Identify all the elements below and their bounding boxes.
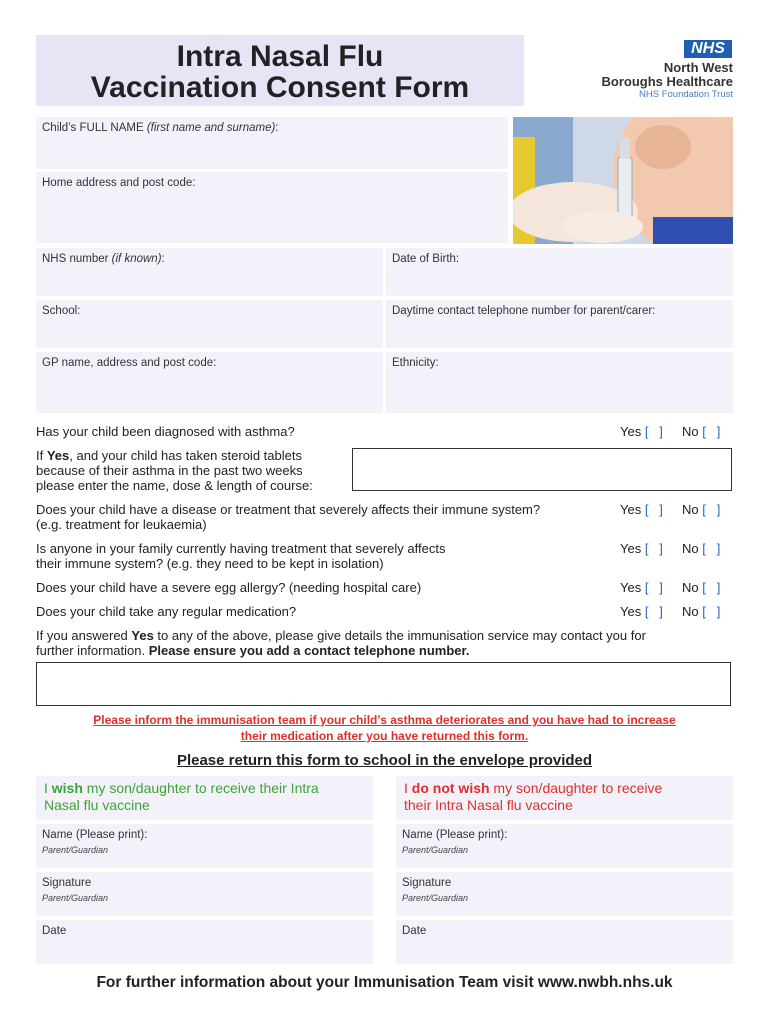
nhs-number-hint: (if known) [111,253,162,265]
ethnicity-label: Ethnicity: [392,357,439,369]
daytime-phone-field[interactable] [386,300,733,348]
details-input[interactable] [36,662,731,706]
asthma-yes-option[interactable]: Yes [ ] [620,424,663,439]
vaccination-photo [513,117,733,244]
details-instruction: If you answered Yes to any of the above, please give details the immunisation service may contact you for further information. Please ensure you add a contact telephone number. [36,628,646,658]
child-name-field[interactable]: Child’s FULL NAME (first name and surname): [36,117,508,169]
asthma-warning-note: Please inform the immunisation team if your child’s asthma deteriorates and you have had to increase their medication after you have returned this form. [93,713,676,743]
vaccination-photo-art [513,117,733,244]
immune-no-option[interactable]: No [ ] [682,502,721,517]
family-no-option[interactable]: No [ ] [682,541,721,556]
nhs-number-field[interactable]: NHS number (if known): [36,248,383,296]
medication-yes-option[interactable]: Yes [ ] [620,604,663,619]
notwish-date-field[interactable]: Date [396,920,733,964]
wish-date-field[interactable]: Date [36,920,373,964]
immune-yes-option[interactable]: Yes [ ] [620,502,663,517]
trust-name-line-3: NHS Foundation Trust [639,89,733,100]
medication-question: Does your child take any regular medication? [36,604,297,619]
gp-field[interactable] [36,352,383,413]
trust-name-line-1: North West [663,60,733,75]
trust-name-line-2: Boroughs Healthcare [601,74,733,89]
school-label: School: [42,305,81,317]
ethnicity-field[interactable] [386,352,733,413]
asthma-no-option[interactable]: No [ ] [682,424,721,439]
gp-label: GP name, address and post code: [42,357,217,369]
notwish-name-field[interactable]: Name (Please print): Parent/Guardian [396,824,733,868]
asthma-question: Has your child been diagnosed with asthma? [36,424,295,439]
title-line-2: Vaccination Consent Form [90,71,470,104]
egg-yes-option[interactable]: Yes [ ] [620,580,663,595]
school-field[interactable] [36,300,383,348]
home-address-field[interactable] [36,172,508,243]
child-name-hint: (first name and surname) [146,122,276,134]
home-address-label: Home address and post code: [42,177,196,189]
title-line-1: Intra Nasal Flu [176,40,384,73]
wish-signature-field[interactable]: Signature Parent/Guardian [36,872,373,916]
egg-question: Does your child have a severe egg allergy? (needing hospital care) [36,580,422,595]
notwish-signature-field[interactable]: Signature Parent/Guardian [396,872,733,916]
family-yes-option[interactable]: Yes [ ] [620,541,663,556]
wish-consent-option[interactable]: I wish my son/daughter to receive their Intra Nasal flu vaccine [36,776,373,820]
steroid-details-input[interactable] [352,448,732,491]
family-question: Is anyone in your family currently having treatment that severely affects their immune system? (e.g. they need to be kept in isolation) [36,541,446,571]
medication-no-option[interactable]: No [ ] [682,604,721,619]
egg-no-option[interactable]: No [ ] [682,580,721,595]
footer-info: For further information about your Immunisation Team visit www.nwbh.nhs.uk [96,974,673,991]
return-instruction: Please return this form to school in the envelope provided [176,752,593,769]
nhs-number-label: NHS number [42,253,109,265]
daytime-phone-label: Daytime contact telephone number for parent/carer: [392,305,656,317]
steroid-question: If Yes, and your child has taken steroid tablets because of their asthma in the past two weeks please enter the name, dose & length of course: [36,448,313,493]
dob-field[interactable] [386,248,733,296]
child-name-label: Child’s FULL NAME [42,122,144,134]
immune-question: Does your child have a disease or treatment that severely affects their immune system? (e.g. treatment for leukaemia) [36,502,541,532]
form-title [36,35,524,106]
dob-label: Date of Birth: [392,253,460,265]
nhs-logo: NHS [684,40,732,58]
wish-name-field[interactable]: Name (Please print): Parent/Guardian [36,824,373,868]
not-wish-consent-option[interactable]: I do not wish my son/daughter to receive their Intra Nasal flu vaccine [396,776,733,820]
